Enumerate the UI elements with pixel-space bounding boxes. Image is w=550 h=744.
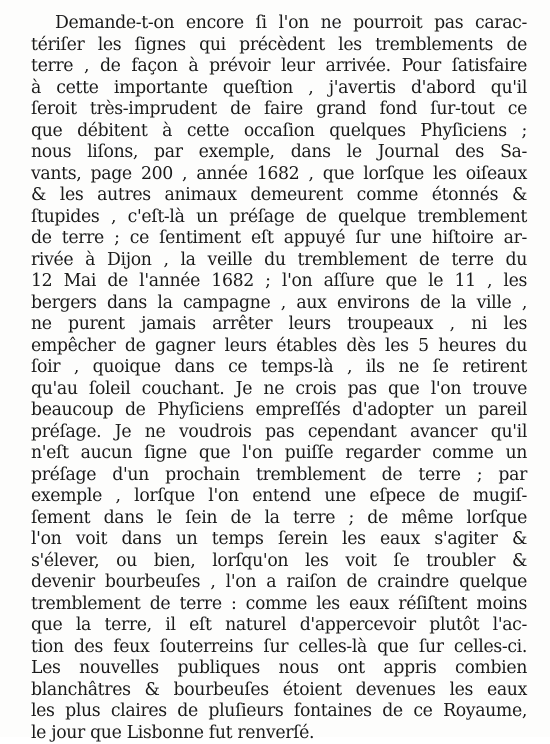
text-line: 12 Mai de l'année 1682 ; l'on aſſure que le 11 , les [31,271,527,293]
text-line: que la terre, il eſt naturel d'appercevoir plutôt l'ac- [31,615,527,637]
text-line: nous liſons, par exemple, dans le Journal des Sa- [31,142,527,164]
paragraph [31,13,527,744]
text-line: qu'au ſoleil couchant. Je ne crois pas que l'on trouve [31,379,527,401]
text-line: rivée à Dijon , la veille du tremblement de terre du [31,250,527,272]
text-line: l'on voit dans un temps ſerein les eaux s'agiter & [31,529,527,551]
text-line: tériſer les ſignes qui précèdent les tremblements de [31,35,527,57]
text-line: ne purent jamais arrêter leurs troupeaux , ni les [31,314,527,336]
text-line: préſage. Je ne voudrois pas cependant avancer qu'il [31,422,527,444]
text-line: bergers dans la campagne , aux environs de la ville , [31,293,527,315]
text-line: Les nouvelles publiques nous ont appris combien [31,658,527,680]
text-line: exemple , lorſque l'on entend une eſpece de mugiſ- [31,486,527,508]
text-line: de terre ; ce ſentiment eſt appuyé ſur une hiſtoire ar- [31,228,527,250]
text-line: vants, page 200 , année 1682 , que lorſque les oiſeaux [31,164,527,186]
text-line: terre , de façon à prévoir leur arrivée. Pour ſatisfaire [31,56,527,78]
text-line: & les autres animaux demeurent comme étonnés & [31,185,527,207]
text-line: préſage d'un prochain tremblement de terre ; par [31,465,527,487]
text-line: que débitent à cette occaſion quelques Phyſiciens ; [31,121,527,143]
text-line: n'eſt aucun ſigne que l'on puiſſe regarder comme un [31,443,527,465]
text-line: les plus claires de pluſieurs fontaines de ce Royaume, [31,701,527,723]
text-line: s'élever, ou bien, lorſqu'on les voit ſe troubler & [31,551,527,573]
text-line: blanchâtres & bourbeuſes étoient devenues les eaux [31,680,527,702]
text-line: le jour que Lisbonne fut renverſé. [31,723,527,744]
text-line: tremblement de terre : comme les eaux réſiſtent moins [31,594,527,616]
text-line: devenir bourbeuſes , l'on a raiſon de craindre quelque [31,572,527,594]
text-line: tion des feux ſouterreins ſur celles-là que ſur celles-ci. [31,637,527,659]
text-line: beaucoup de Phyſiciens empreſſés d'adopter un pareil [31,400,527,422]
text-line: ſeroit très-imprudent de faire grand fond ſur-tout ce [31,99,527,121]
text-line: ſoir , quoique dans ce temps-là , ils ne ſe retirent [31,357,527,379]
text-line: Demande-t-on encore ſi l'on ne pourroit pas carac- [31,13,527,35]
text-line: ſtupides , c'eſt-là un préſage de quelque tremblement [31,207,527,229]
text-line: empêcher de gagner leurs étables dès les 5 heures du [31,336,527,358]
text-line: à cette importante queſtion , j'avertis d'abord qu'il [31,78,527,100]
text-line: ſement dans le ſein de la terre ; de même lorſque [31,508,527,530]
